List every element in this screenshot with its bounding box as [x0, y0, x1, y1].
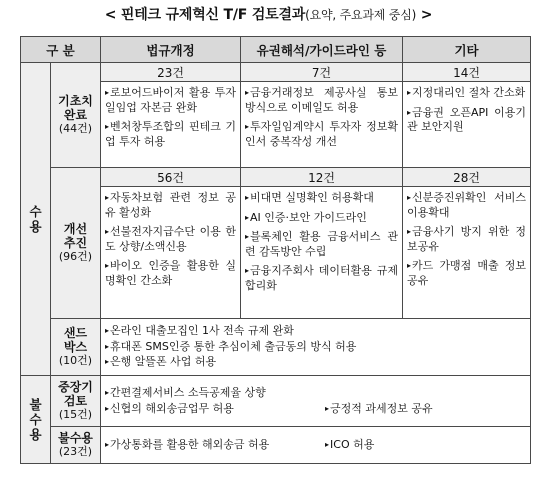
row-count: (44건)	[58, 122, 93, 135]
count-cell: 7건	[241, 63, 403, 82]
list-item: ▸휴대폰 SMS인증 통한 추심이체 출금동의 방식 허용	[105, 339, 357, 353]
list-item: ▸벤처창투조합의 핀테크 기업 투자 허용	[105, 120, 237, 148]
list-item: ▸가상통화를 활용한 해외송금 허용	[105, 437, 270, 451]
cell-basic-other	[403, 82, 531, 168]
table-header-row	[21, 37, 531, 63]
table-row	[21, 63, 531, 82]
list-item: ▸선불전자지급수단 이용 한도 상향/소액신용	[105, 225, 237, 253]
table-row	[21, 427, 531, 464]
two-col-line	[105, 438, 526, 454]
group-accept: 수 용	[21, 63, 51, 376]
header-other: 기타	[403, 37, 531, 63]
list-item: ▸자동차보험 관련 정보 공유 활성화	[105, 191, 237, 219]
title-end: >	[416, 7, 433, 23]
list-item: ▸신협의 해외송금업무 허용	[105, 401, 234, 415]
list-item: ▸투자일임계약시 투자자 정보확인서 중복작성 개선	[245, 120, 399, 148]
cell-basic-law	[101, 82, 241, 168]
table-row	[21, 168, 531, 187]
list-item: ▸금융거래정보 제공사실 통보 방식으로 이메일도 허용	[245, 86, 399, 114]
cell-sandbox	[101, 319, 531, 376]
cell-improve-law	[101, 187, 241, 319]
list-item: ▸카드 가맹점 매출 정보 공유	[407, 259, 527, 287]
list-item: ▸금융지주회사 데이터활용 규제 합리화	[245, 264, 399, 292]
row-name: 중장기 검토	[58, 380, 93, 408]
list-item: ▸온라인 대출모집인 1사 전속 규제 완화	[105, 324, 294, 338]
cell-basic-guideline	[241, 82, 403, 168]
count-cell: 14건	[403, 63, 531, 82]
list-item: ▸로보어드바이저 활용 투자일임업 자본금 완화	[105, 86, 237, 114]
list-item: ▸지정대리인 절차 간소화	[407, 86, 526, 99]
two-col-line	[105, 402, 526, 418]
header-law-amendment: 법규개정	[101, 37, 241, 63]
row-name: 기초치 완료	[58, 94, 93, 122]
list-item: ▸신분증진위확인 서비스 이용확대	[407, 191, 527, 219]
count-cell: 23건	[101, 63, 241, 82]
row-count: (23건)	[58, 445, 93, 458]
list-item: ▸긍정적 과세정보 공유	[325, 401, 433, 415]
row-count: (10건)	[58, 354, 93, 367]
list-item: ▸ICO 허용	[325, 437, 375, 451]
cell-longterm	[101, 376, 531, 427]
row-label-sandbox	[51, 319, 101, 376]
cell-reject	[101, 427, 531, 464]
row-count: (96건)	[58, 250, 93, 263]
row-name: 불수용	[58, 431, 93, 445]
table-row	[21, 319, 531, 376]
count-cell: 28건	[403, 168, 531, 187]
row-name: 개선 추진	[63, 222, 88, 250]
list-item: ▸금융권 오픈API 이용기관 보안지원	[407, 105, 527, 133]
row-count: (15건)	[58, 408, 93, 421]
list-item: ▸바이오 인증을 활용한 실명확인 간소화	[105, 259, 237, 287]
cell-improve-guideline	[241, 187, 403, 319]
row-label-reject	[51, 427, 101, 464]
header-group: 구 분	[21, 37, 101, 63]
cell-improve-other	[403, 187, 531, 319]
row-name: 샌드 박스	[63, 326, 88, 354]
title-main: < 핀테크 규제혁신 T/F 검토결과	[104, 7, 306, 23]
list-item: ▸간편결제서비스 소득공제율 상향	[105, 386, 266, 399]
row-label-longterm	[51, 376, 101, 427]
count-cell: 56건	[101, 168, 241, 187]
page-title	[0, 4, 537, 24]
row-label-improve	[51, 168, 101, 319]
list-item: ▸블록체인 활용 금융서비스 관련 감독방안 수립	[245, 230, 399, 258]
count-cell: 12건	[241, 168, 403, 187]
header-interpretation-guideline: 유권해석/가이드라인 등	[241, 37, 403, 63]
list-item: ▸금융사기 방지 위한 정보공유	[407, 225, 527, 253]
group-reject: 불 수 용	[21, 376, 51, 464]
review-result-table	[20, 36, 531, 464]
table-row	[21, 376, 531, 427]
list-item: ▸은행 알뜰폰 사업 허용	[105, 355, 217, 369]
list-item: ▸AI 인증·보안 가이드라인	[245, 210, 367, 224]
list-item: ▸비대면 실명확인 허용확대	[245, 191, 374, 204]
title-note: (요약, 주요과제 중심)	[305, 8, 417, 22]
row-label-basic	[51, 63, 101, 168]
